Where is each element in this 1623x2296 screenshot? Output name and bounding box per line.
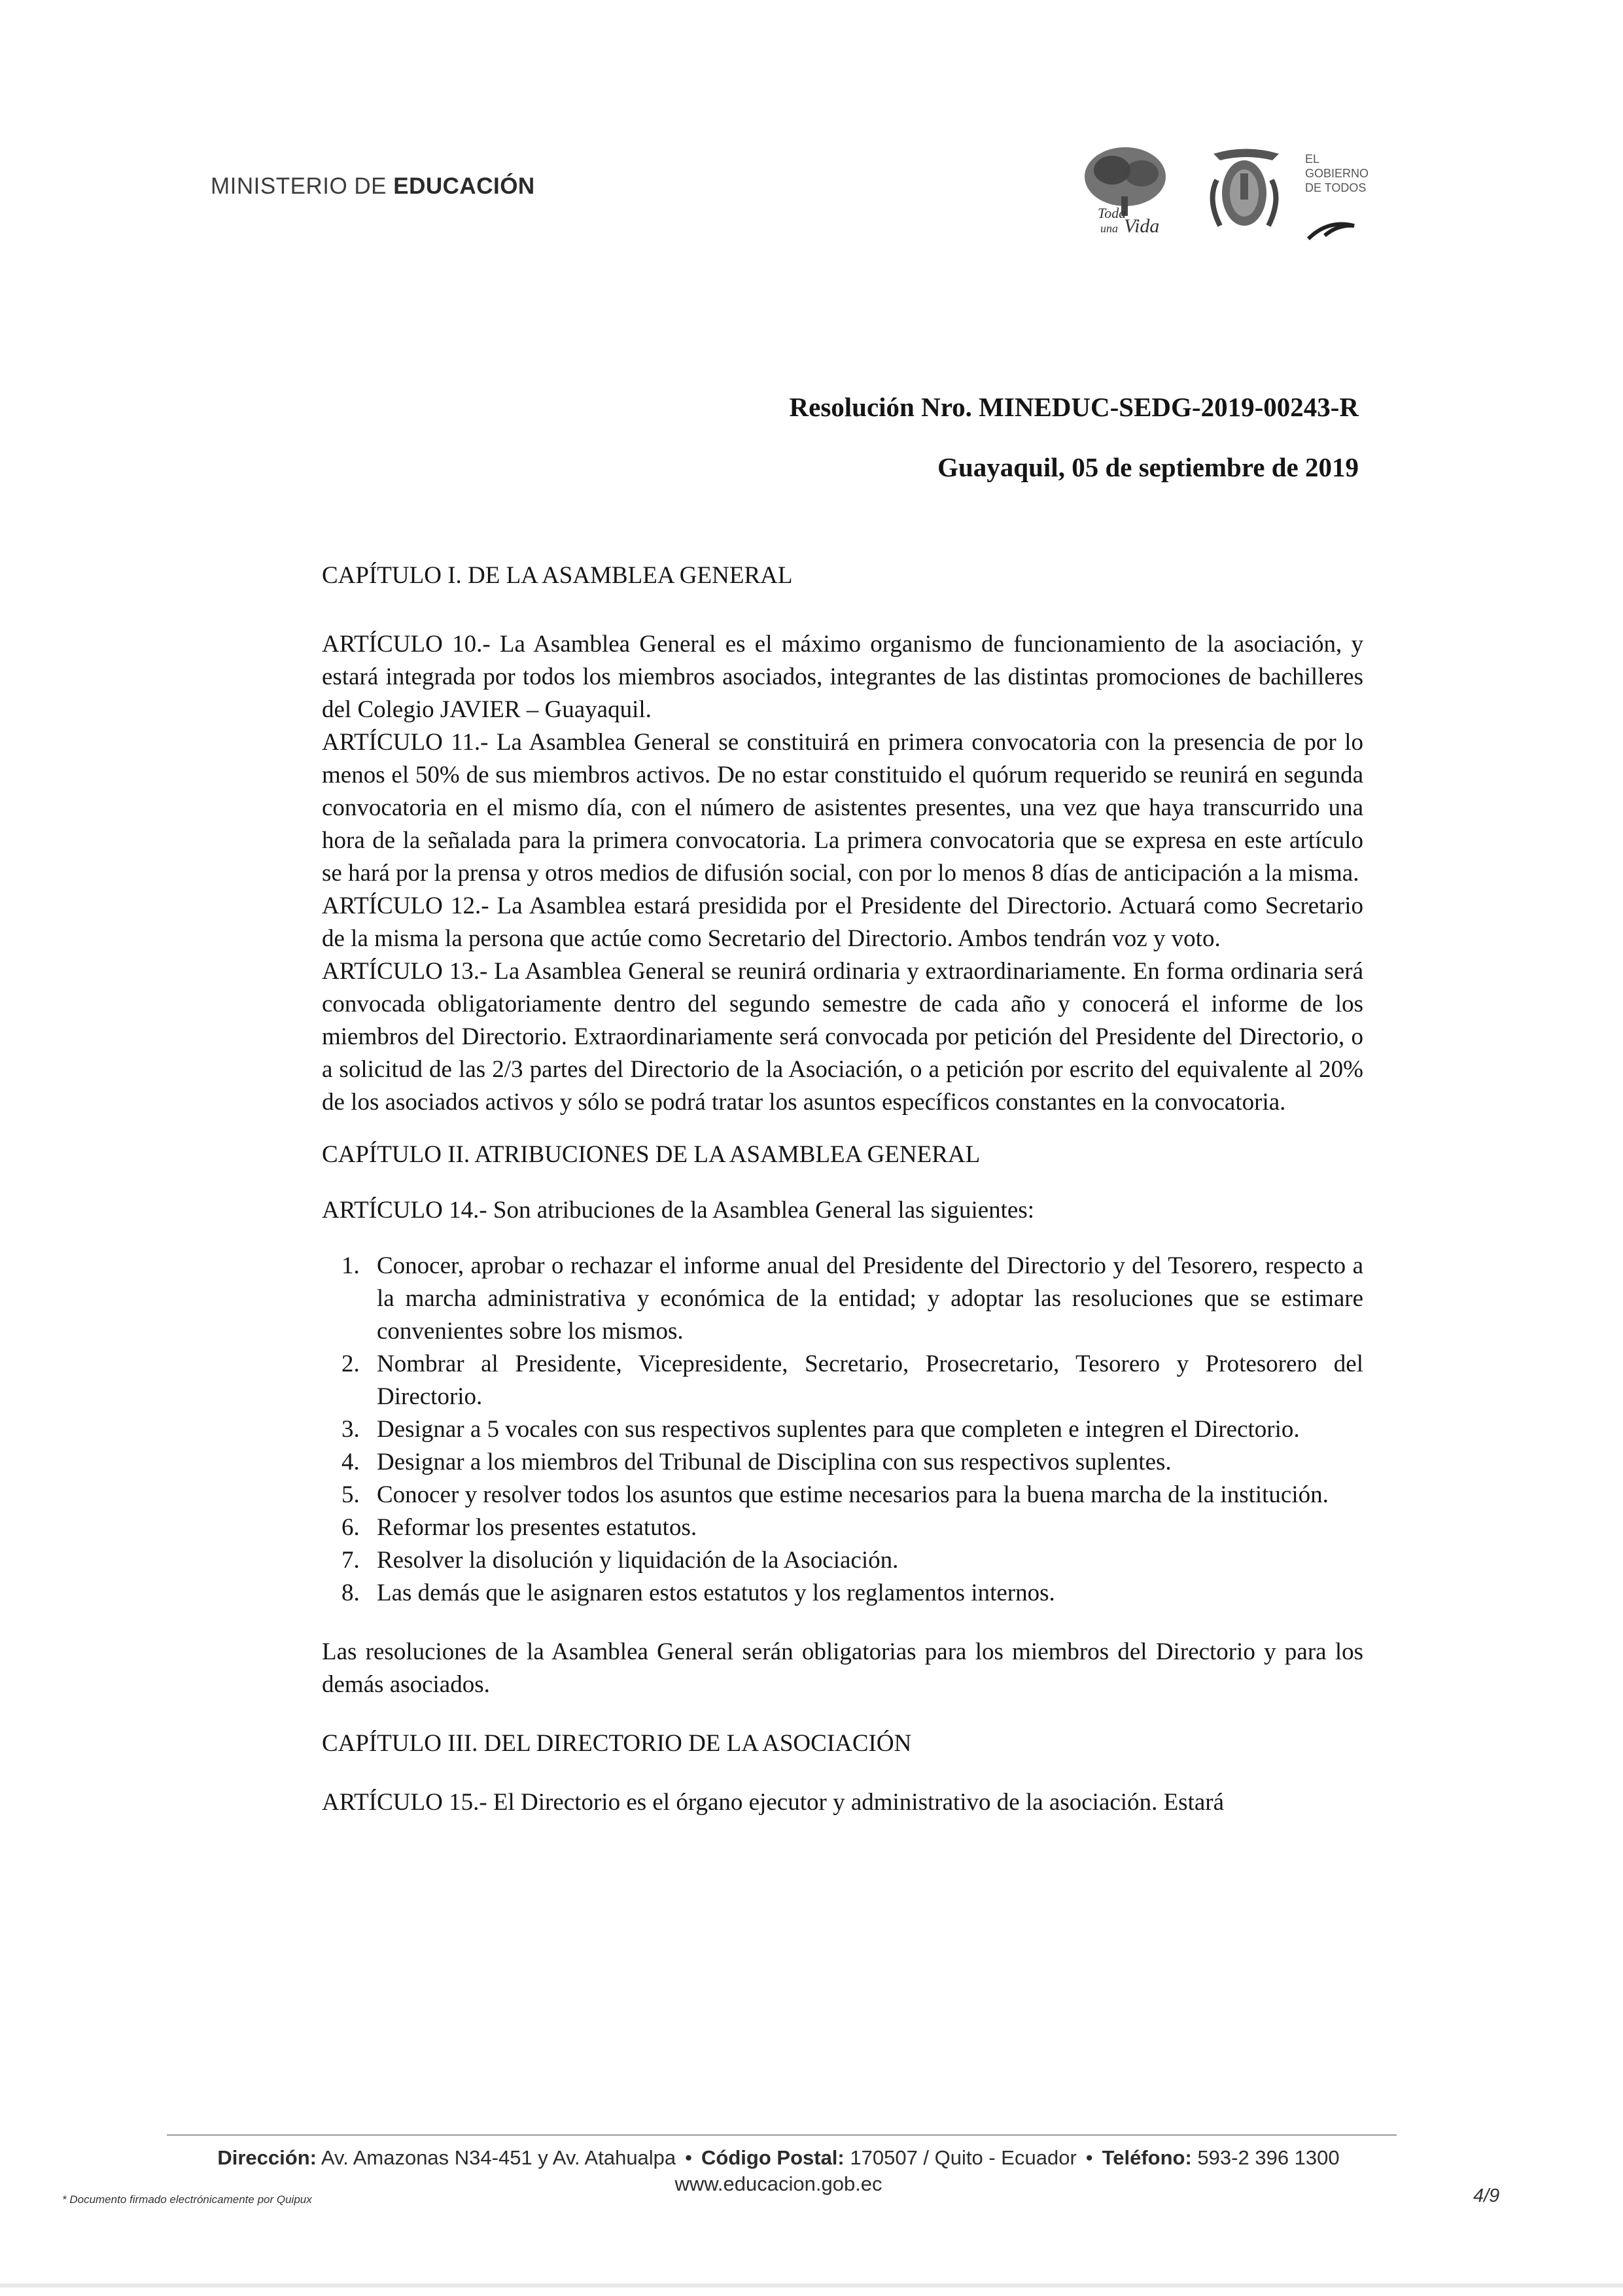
signed-note: * Documento firmado electrónicamente por Quipux [62, 2193, 312, 2206]
list-number: 2. [341, 1351, 360, 1377]
chapter-heading: CAPÍTULO II. ATRIBUCIONES DE LA ASAMBLEA GENERAL [322, 1141, 981, 1168]
swoosh-icon [1308, 224, 1354, 239]
list-number: 8. [341, 1580, 360, 1606]
phone-label: Teléfono: [1102, 2146, 1192, 2169]
footer [157, 2145, 1400, 2197]
list-number: 7. [341, 1547, 360, 1574]
list-item [322, 1250, 1363, 1348]
address-label: Dirección: [217, 2146, 317, 2169]
chapter-heading: CAPÍTULO I. DE LA ASAMBLEA GENERAL [322, 562, 793, 589]
logo-una: una [1100, 222, 1118, 235]
list-item [322, 1446, 1363, 1479]
list-text: Designar a 5 vocales con sus respectivos suplentes para que completen e integren el Directorio. [377, 1416, 1300, 1443]
gov-text-line: EL [1305, 152, 1320, 166]
list-number: 3. [341, 1416, 360, 1443]
chapter-heading: CAPÍTULO III. DEL DIRECTORIO DE LA ASOCIACIÓN [322, 1730, 912, 1757]
list-text: Designar a los miembros del Tribunal de Disciplina con sus respectivos suplentes. [377, 1449, 1172, 1475]
ministry-strong: EDUCACIÓN [393, 173, 535, 199]
article-13: ARTÍCULO 13.- La Asamblea General se reunirá ordinaria y extraordinariamente. En forma ordinaria será convocada obligatoriamente dentro del segundo semestre de cada año y conocerá el informe de los miembros del Directorio. Extraordinariamente será convocada por petición del Presidente del Directorio, o a solicitud de las 2/3 partes del Directorio de la Asociación, o a petición por escrito del equivalente al 20% de los asociados activos y sólo se podrá tratar los asuntos específicos constantes en la convocatoria. [322, 958, 1363, 1116]
list-item [322, 1544, 1363, 1577]
article-11: ARTÍCULO 11.- La Asamblea General se constituirá en primera convocatoria con la presencia de por lo menos el 50% de sus miembros activos. De no estar constituido el quórum requerido se reunirá en segunda convocatoria en el mismo día, con el número de asistentes presentes, una vez que haya transcurrido una hora de la señalada para la primera convocatoria. La primera convocatoria que se expresa en este artículo se hará por la prensa y otros medios de difusión social, con por lo menos 8 días de anticipación a la misma. [322, 729, 1363, 887]
gov-logo-text [1305, 152, 1369, 195]
address-value: Av. Amazonas N34-451 y Av. Atahualpa [321, 2146, 676, 2169]
list-item [322, 1348, 1363, 1413]
list-item [322, 1479, 1363, 1511]
coat-of-arms-icon [1213, 149, 1279, 226]
list-number: 6. [341, 1514, 360, 1541]
ministry-prefix: MINISTERIO DE [211, 173, 394, 199]
article-12: ARTÍCULO 12.- La Asamblea estará presidida por el Presidente del Directorio. Actuará como Secretario de la misma la persona que actúe como Secretario del Directorio. Ambos tendrán voz y voto. [322, 892, 1363, 952]
list-text: Las demás que le asignaren estos estatutos y los reglamentos internos. [377, 1580, 1055, 1606]
gov-text-line: DE TODOS [1305, 181, 1367, 194]
postal-label: Código Postal: [701, 2146, 845, 2169]
ministry-header [211, 173, 535, 200]
list-text: Nombrar al Presidente, Vicepresidente, Secretario, Prosecretario, Tesorero y Protesorero del Directorio. [377, 1351, 1363, 1410]
attributions-list [322, 1250, 1363, 1610]
phone-value: 593-2 396 1300 [1197, 2146, 1340, 2169]
list-item [322, 1511, 1363, 1544]
tree-logo-icon [1085, 147, 1166, 237]
postal-value: 170507 / Quito - Ecuador [850, 2146, 1077, 2169]
article-15: ARTÍCULO 15.- El Directorio es el órgano ejecutor y administrativo de la asociación. Estará [322, 1789, 1225, 1816]
resolution-date: Guayaquil, 05 de septiembre de 2019 [937, 452, 1359, 482]
list-number: 5. [341, 1481, 360, 1508]
resolution-number: Resolución Nro. MINEDUC-SEDG-2019-00243-R [789, 392, 1359, 422]
list-text: Resolver la disolución y liquidación de la Asociación. [377, 1547, 899, 1574]
logo-vida: Vida [1124, 215, 1160, 237]
page-edge [0, 2284, 1623, 2287]
list-text: Conocer, aprobar o rechazar el informe anual del Presidente del Directorio y del Tesorero, respecto a la marcha administrativa y económica de la entidad; y adoptar las resoluciones que se estimare convenientes sobre los mismos. [377, 1252, 1363, 1345]
logo-toda: Toda [1098, 205, 1126, 221]
list-number: 4. [341, 1449, 360, 1475]
document-body [322, 559, 1363, 1819]
page-number: 4/9 [1473, 2185, 1500, 2206]
list-item [322, 1413, 1363, 1446]
list-text: Conocer y resolver todos los asuntos que estime necesarios para la buena marcha de la institución. [377, 1481, 1329, 1508]
gov-text-line: GOBIERNO [1305, 167, 1369, 180]
list-item [322, 1577, 1363, 1610]
footer-divider [167, 2134, 1397, 2136]
footer-contact: Dirección: Av. Amazonas N34-451 y Av. Atahualpa • Código Postal: 170507 / Quito - Ecuador • Teléfono: 593-2 396 1300 [217, 2146, 1340, 2169]
list-text: Reformar los presentes estatutos. [377, 1514, 697, 1541]
website-link[interactable]: www.educacion.gob.ec [674, 2172, 882, 2195]
resolutions-note: Las resoluciones de la Asamblea General serán obligatorias para los miembros del Directorio y para los demás asociados. [322, 1638, 1363, 1698]
article-10: ARTÍCULO 10.- La Asamblea General es el máximo organismo de funcionamiento de la asociación, y estará integrada por todos los miembros asociados, integrantes de las distintas promociones de bachilleres del Colegio JAVIER – Guayaquil. [322, 631, 1363, 723]
article-14: ARTÍCULO 14.- Son atribuciones de la Asamblea General las siguientes: [322, 1197, 1035, 1224]
list-number: 1. [341, 1252, 360, 1279]
